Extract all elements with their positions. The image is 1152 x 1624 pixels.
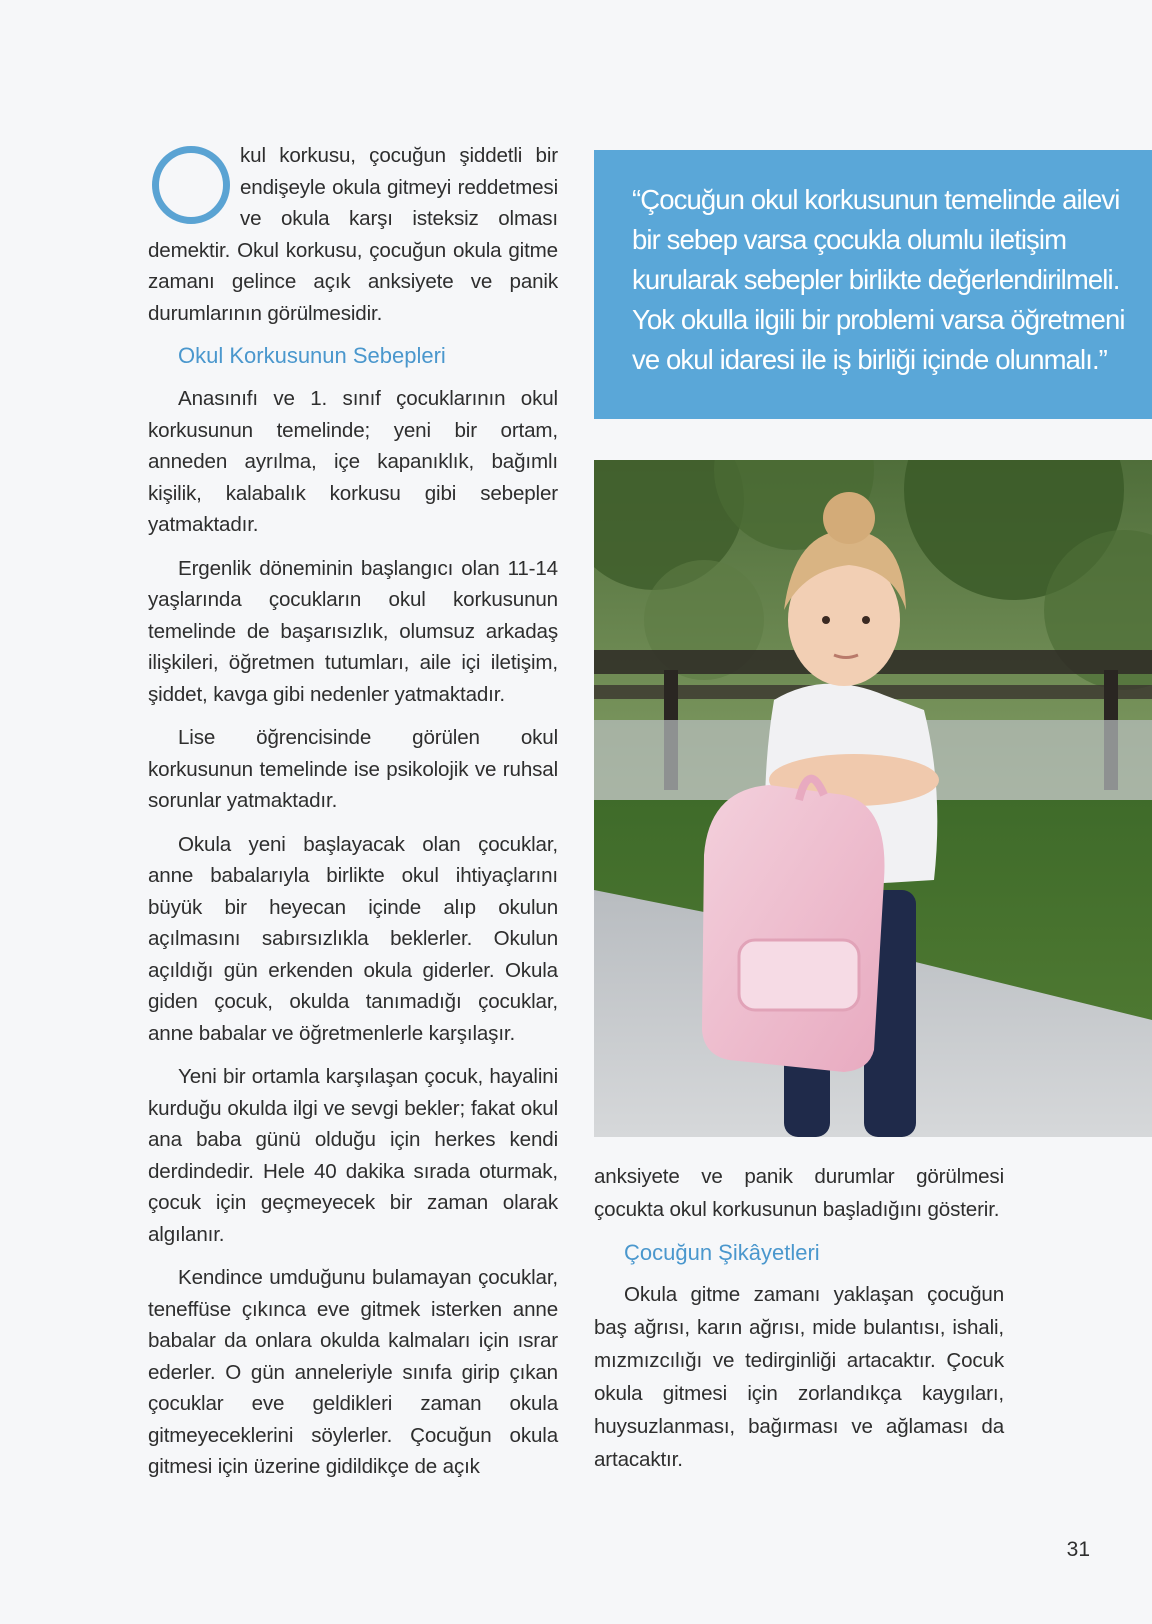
paragraph: Okula yeni başlayacak olan çocuklar, anne babalarıyla birlikte okul ihtiyaçlarını büyük bir heyecan içinde alıp okulun açılmasını sabırsızlıkla beklerler. Okulun açıldığı gün erkenden okula giderler. Okula giden çocuk, okulda tanımadığı çocuklar, anne babalar ve öğretmenlerle karşılaşır. bbox=[148, 832, 558, 1045]
intro-text: kul korkusu, çocuğun şiddetli bir endişeyle okula gitmeyi reddetmesi ve okula karşı isteksiz olması demektir. Okul korkusu, çocuğun okula gitme zamanı gelince açık anksiyete ve panik durumlarının görülmesidir. bbox=[148, 144, 558, 325]
paragraph: Kendince umduğunu bulamayan çocuklar, teneffüse çıkınca eve gitmek isterken anne babalar da onlara okulda kalmaları için ısrar ederler. O gün anneleriyle sınıfa girip çıkan çocuklar eve geldikleri zaman okula gitmeyeceklerini söylerler. Çocuğun okula gitmesi için üzerine gidildikçe de açık bbox=[148, 1266, 558, 1478]
pull-quote-box bbox=[594, 150, 1152, 419]
section-heading-complaints: Çocuğun Şikâyetleri bbox=[624, 1240, 820, 1265]
dropcap-o bbox=[152, 146, 230, 224]
page-number: 31 bbox=[1066, 1538, 1090, 1561]
girl-with-backpack-photo bbox=[594, 460, 1152, 1137]
right-text-column bbox=[594, 1160, 1004, 1488]
paragraph: Anasınıfı ve 1. sınıf çocuklarının okul korkusunun temelinde; yeni bir ortam, anneden ayrılma, içe kapanıklık, bağımlı kişilik, kalabalık korkusu gibi sebepler yatmaktadır. bbox=[148, 387, 558, 536]
section-heading-causes: Okul Korkusunun Sebepleri bbox=[178, 343, 446, 368]
paragraph: Lise öğrencisinde görülen okul korkusunun temelinde ise psikolojik ve ruhsal sorunlar yatmaktadır. bbox=[148, 726, 558, 812]
paragraph: Okula gitme zamanı yaklaşan çocuğun baş ağrısı, karın ağrısı, mide bulantısı, ishali, mızmızcılığı ve tedirginliği artacaktır. Çocuk okula gitmesi için zorlandıkça kaygıları, huysuzlanması, bağırması ve ağlaması da artacaktır. bbox=[594, 1283, 1004, 1471]
paragraph: Ergenlik döneminin başlangıcı olan 11-14 yaşlarında çocukların okul korkusunun temelinde de başarısızlık, olumsuz arkadaş ilişkileri, öğretmen tutumları, aile içi iletişim, şiddet, kavga gibi nedenler yatmaktadır. bbox=[148, 556, 558, 706]
continuation-paragraph: anksiyete ve panik durumlar görülmesi çocukta okul korkusunun başladığını gösterir. bbox=[594, 1165, 1004, 1221]
paragraph: Yeni bir ortamla karşılaşan çocuk, hayalini kurduğu okulda ilgi ve sevgi bekler; fakat okul ana baba günü olduğu için herkes kendi derdindedir. Hele 40 dakika sırada oturmak, çocuk için geçmeyecek bir zaman olarak algılanır. bbox=[148, 1065, 558, 1246]
intro-paragraph bbox=[148, 140, 558, 329]
pull-quote-text: “Çocuğun okul korkusunun temelinde ailevi bir sebep varsa çocukla olumlu iletişim kurularak sebepler birlikte değerlendirilmeli. Yok okulla ilgili bir problemi varsa öğretmeni ve okul idaresi ile iş birliği içinde olunmalı.” bbox=[632, 184, 1125, 375]
left-text-column bbox=[148, 140, 558, 1495]
